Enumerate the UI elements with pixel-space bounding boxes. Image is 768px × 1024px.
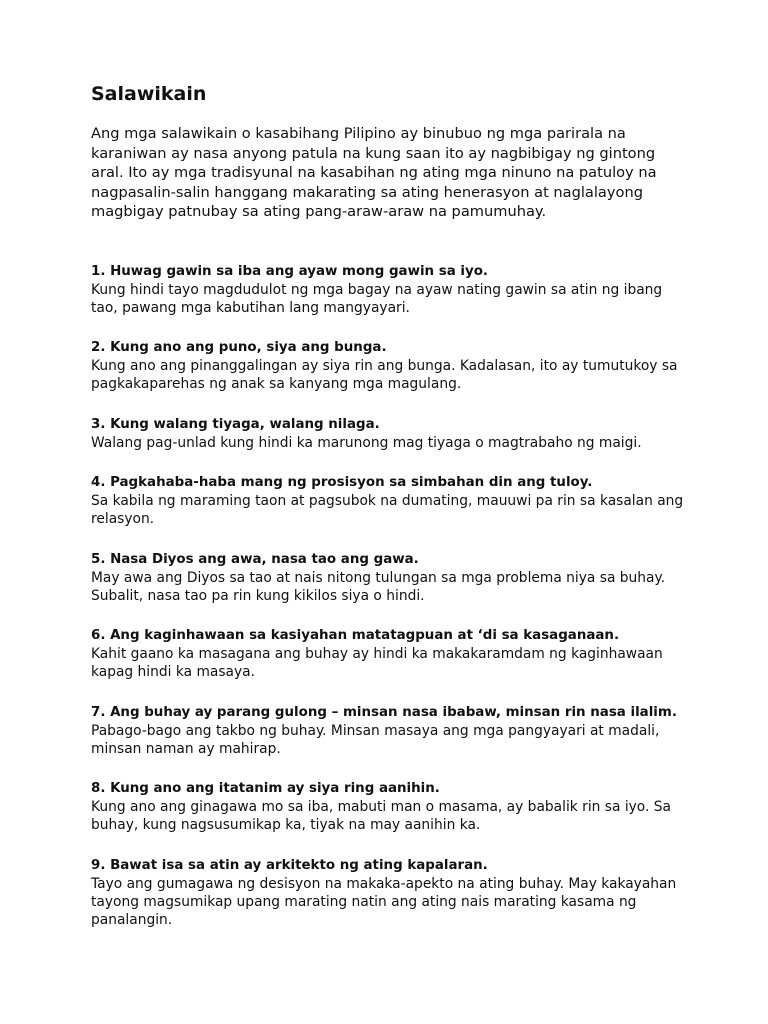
proverb-explanation: Pabago-bago ang takbo ng buhay. Minsan masaya ang mga pangyayari at madali, minsan naman ay mahirap. (91, 722, 660, 757)
proverb-explanation: Kung hindi tayo magdudulot ng mga bagay na ayaw nating gawin sa atin ng ibang tao, pawang mga kabutihan lang mangyayari. (91, 281, 663, 316)
proverb-item-7 (91, 703, 684, 758)
proverb-item-2 (91, 338, 684, 393)
proverb-item-4 (91, 473, 684, 528)
page-title: Salawikain (91, 83, 207, 105)
proverb-explanation: Tayo ang gumagawa ng desisyon na makaka-apekto na ating buhay. May kakayahan tayong magsumikap upang marating natin ang ating nais marating kasama ng panalangin. (91, 875, 677, 928)
proverb-heading: 1. Huwag gawin sa iba ang ayaw mong gawin sa iyo. (91, 263, 488, 279)
proverb-heading: 8. Kung ano ang itatanim ay siya ring aanihin. (91, 781, 440, 796)
proverb-item-1 (91, 262, 684, 317)
proverb-item-6 (91, 626, 684, 681)
proverb-explanation: Kung ano ang pinanggalingan ay siya rin ang bunga. Kadalasan, ito ay tumutukoy sa pagkakaparehas ng anak sa kanyang mga magulang. (91, 358, 678, 392)
proverb-heading: 9. Bawat isa sa atin ay arkitekto ng ating kapalaran. (91, 857, 488, 873)
proverb-heading: 7. Ang buhay ay parang gulong – minsan nasa ibabaw, minsan rin nasa ilalim. (91, 704, 677, 720)
proverb-explanation: Walang pag-unlad kung hindi ka marunong mag tiyaga o magtrabaho ng maigi. (91, 434, 642, 451)
proverb-explanation: Sa kabila ng maraming taon at pagsubok na dumating, mauuwi pa rin sa kasalan ang relasyon. (91, 493, 684, 527)
proverb-heading: 3. Kung walang tiyaga, walang nilaga. (91, 416, 380, 432)
proverb-heading: 2. Kung ano ang puno, siya ang bunga. (91, 340, 387, 355)
proverb-explanation: Kahit gaano ka masagana ang buhay ay hindi ka makakaramdam ng kaginhawaan kapag hindi ka masaya. (91, 646, 663, 680)
proverb-heading: 5. Nasa Diyos ang awa, nasa tao ang gawa. (91, 551, 419, 567)
proverb-heading: 6. Ang kaginhawaan sa kasiyahan matatagpuan at ‘di sa kasaganaan. (91, 628, 620, 643)
proverb-item-9 (91, 856, 684, 929)
intro-paragraph: Ang mga salawikain o kasabihang Pilipino ay binubuo ng mga parirala na karaniwan ay nasa anyong patula na kung saan ito ay nagbibigay ng gintong aral. Ito ay mga tradisyunal na kasabihan ng ating mga ninuno na patuloy na nagpasalin-salin hanggang makarating sa ating henerasyon at naglalayong magbigay patnubay sa ating pang-araw-araw na pamumuhay. (91, 125, 657, 220)
proverb-item-5 (91, 550, 684, 605)
proverb-item-8 (91, 779, 684, 834)
proverb-list (91, 262, 684, 929)
proverb-explanation: Kung ano ang ginagawa mo sa iba, mabuti man o masama, ay babalik rin sa iyo. Sa buhay, kung nagsusumikap ka, tiyak na may aanihin ka. (91, 799, 671, 833)
proverb-item-3 (91, 415, 684, 452)
proverb-explanation: May awa ang Diyos sa tao at nais nitong tulungan sa mga problema niya sa buhay. Subalit, nasa tao pa rin kung kikilos siya o hindi. (91, 569, 666, 604)
proverb-heading: 4. Pagkahaba-haba mang ng prosisyon sa simbahan din ang tuloy. (91, 475, 593, 490)
